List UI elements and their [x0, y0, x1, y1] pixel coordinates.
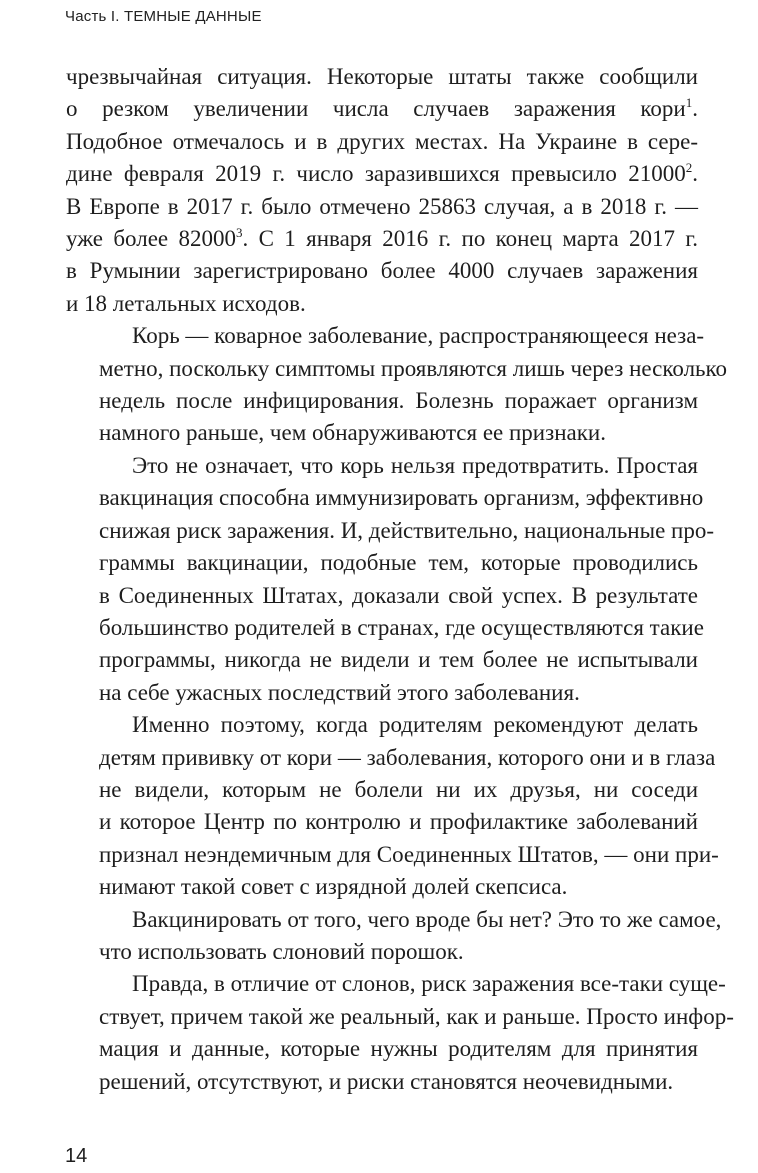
text-line: мация и данные, которые нужны родителям для принятия: [99, 1036, 698, 1062]
paragraph: [66, 968, 734, 1098]
text-line: нимают такой совет с изрядной долей скепсиса.: [99, 874, 568, 900]
text-line: в Соединенных Штатах, доказали свой успех. В результате: [99, 582, 698, 608]
footnote-marker: 2: [685, 160, 693, 176]
text-line: намного раньше, чем обнаруживаются ее признаки.: [99, 420, 606, 446]
text-line: граммы вакцинации, подобные тем, которые проводились: [99, 550, 698, 576]
text-line: вакцинация способна иммунизировать организм, эффективно: [99, 485, 704, 511]
paragraph: [66, 320, 728, 450]
text-line: недель после инфицирования. Болезнь поражает организм: [99, 388, 698, 414]
paragraph: [66, 709, 719, 903]
text-line: снижая риск заражения. И, действительно, национальные про-: [99, 517, 714, 543]
text-line: что использовать слоновий порошок.: [99, 938, 464, 964]
text-line: и 18 летальных исходов.: [66, 290, 306, 316]
text-line: Корь — коварное заболевание, распространяющееся неза-: [132, 323, 705, 349]
text-line: признал неэндемичным для Соединенных Штатов, — они при-: [99, 841, 719, 867]
text-fragment: . С 1 января 2016 г. по конец марта 2017 г.: [242, 226, 698, 252]
text-fragment: о резком увеличении числа случаев заражения кори: [66, 96, 686, 122]
paragraph: [66, 450, 714, 709]
text-line: и которое Центр по контролю и профилактике заболеваний: [99, 809, 698, 835]
text-fragment: уже более 82000: [66, 226, 236, 252]
text-line: ствует, причем такой же реальный, как и раньше. Просто инфор-: [99, 1003, 734, 1029]
text-line: В Европе в 2017 г. было отмечено 25863 случая, а в 2018 г. —: [66, 193, 698, 219]
text-line: дине февраля 2019 г. число заразившихся превысило 21000$^2$.: [66, 160, 698, 187]
text-line: Именно поэтому, когда родителям рекомендуют делать: [132, 712, 698, 738]
text-line: [66, 223, 698, 255]
paragraph: [66, 904, 722, 969]
text-line: метно, поскольку симптомы проявляются лишь через несколько: [99, 355, 728, 381]
body-text: [66, 61, 734, 1098]
paragraph: [66, 61, 698, 320]
text-line: не видели, которым не болели ни их друзья, ни соседи: [99, 776, 698, 802]
page-number: 14: [65, 1145, 88, 1167]
text-line: о резком увеличении числа случаев заражения кори$^1$.: [66, 95, 698, 122]
text-line: на себе ужасных последствий этого заболевания.: [99, 679, 580, 705]
text-line: программы, никогда не видели и тем более не испытывали: [99, 647, 698, 673]
running-head: Часть I. ТЕМНЫЕ ДАННЫЕ: [65, 8, 262, 25]
text-line: в Румынии зарегистрировано более 4000 случаев заражения: [66, 258, 698, 284]
text-line: Вакцинировать от того, чего вроде бы нет? Это то же самое,: [132, 906, 722, 932]
text-line: детям прививку от кори — заболевания, которого они и в глаза: [99, 744, 716, 770]
text-line: большинство родителей в странах, где осуществляются такие: [99, 614, 704, 640]
text-line: чрезвычайная ситуация. Некоторые штаты также сообщили: [66, 64, 698, 89]
text-fragment: дине февраля 2019 г. число заразившихся превысило 21000: [66, 161, 686, 187]
text-line: Правда, в отличие от слонов, риск заражения все-таки суще-: [132, 971, 726, 997]
text-line: Подобное отмечалось и в других местах. На Украине в сере-: [66, 128, 698, 154]
text-line: Это не означает, что корь нельзя предотвратить. Простая: [132, 452, 698, 478]
footnote-marker: 1: [685, 95, 693, 111]
text-line: решений, отсутствуют, и риски становятся неочевидными.: [99, 1068, 674, 1094]
footnote-marker: 3: [236, 225, 243, 241]
